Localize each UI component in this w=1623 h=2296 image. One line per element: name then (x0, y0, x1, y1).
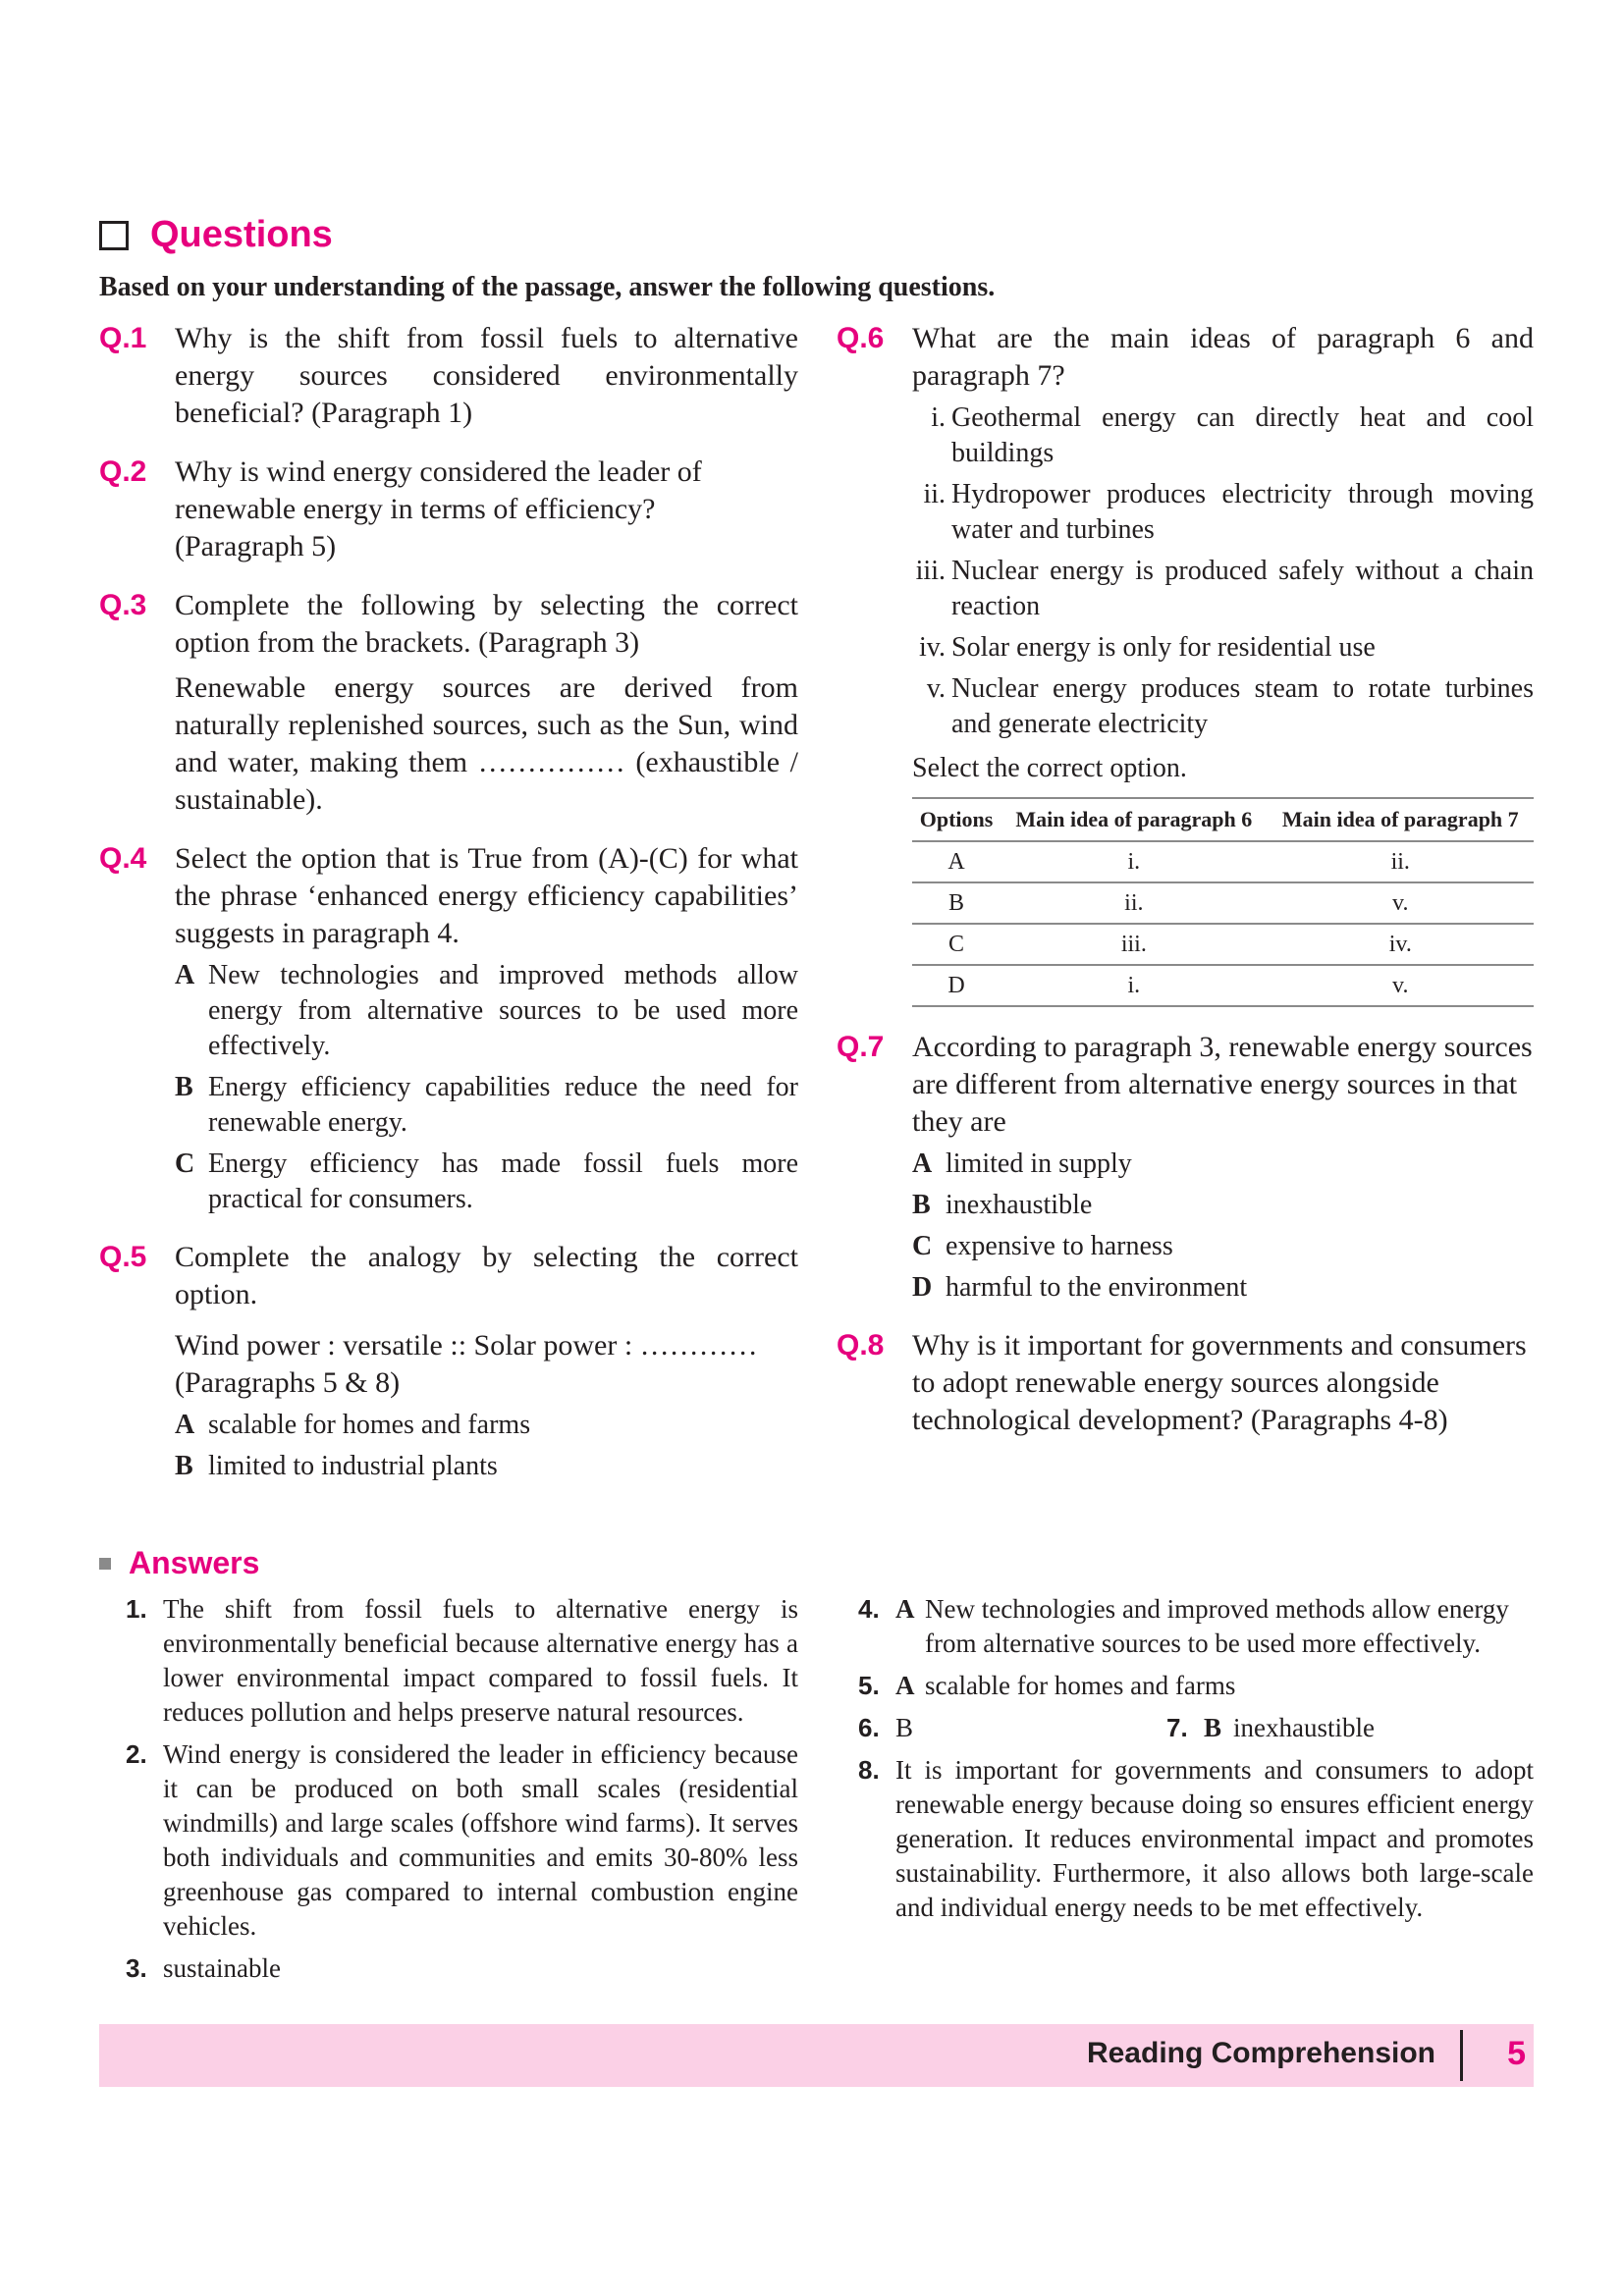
table-cell: i. (1001, 965, 1267, 1006)
table-row (912, 965, 1534, 1006)
table-cell: C (912, 924, 1001, 965)
question-number: Q.4 (99, 842, 147, 875)
square-bullet-icon (99, 1558, 111, 1570)
option-letter: A (175, 1410, 195, 1440)
question-number: Q.3 (99, 589, 147, 621)
answer-6-7-row (858, 1711, 1534, 1745)
question-body (912, 320, 1534, 1007)
option-letter: B (175, 1072, 193, 1102)
answer-letter: B (1204, 1713, 1222, 1742)
answer-text: It is important for governments and consumers to adopt renewable energy because doing so ensures efficient energy generation. It reduces environmental impact and promotes sustainability. Furthermore, it also allows both large-scale and individual energy needs to be met effectively. (895, 1755, 1534, 1922)
answer-text: Wind energy is considered the leader in efficiency because it can be produced on both small scales (residential windmills) and large scales (offshore wind farms). It serves both individuals and communities and emits 30-80% less greenhouse gas compared to internal combustion engine vehicles. (163, 1739, 798, 1941)
main-idea-item (912, 400, 1534, 471)
option-text: harmful to the environment (946, 1272, 1248, 1303)
main-idea-item (912, 554, 1534, 624)
question-number: Q.7 (837, 1031, 885, 1063)
footer-section-title: Reading Comprehension (1086, 2037, 1435, 2069)
option-b (912, 1188, 1534, 1223)
answer-text: The shift from fossil fuels to alternative energy is environmentally beneficial because alternative energy has a lower environmental impact compared to fossil fuels. It reduces pollution and helps preserve natural resources. (163, 1594, 798, 1727)
page-footer (99, 2024, 1534, 2087)
table-row (912, 841, 1534, 882)
option-text: limited to industrial plants (208, 1451, 498, 1481)
main-idea-item (912, 671, 1534, 742)
table-cell: B (912, 882, 1001, 924)
option-text: Energy efficiency capabilities reduce the need for renewable energy. (208, 1072, 798, 1138)
answers-right-column (858, 1592, 1534, 1933)
option-b (175, 1070, 798, 1141)
option-letter: D (912, 1272, 933, 1303)
question-text: Complete the following by selecting the correct option from the brackets. (Paragraph 3) (175, 589, 798, 659)
analogy-text: Wind power : versatile :: Solar power : ………… (Paragraphs 5 & 8) (175, 1329, 758, 1399)
option-text: expensive to harness (946, 1231, 1173, 1261)
question-number: Q.5 (99, 1241, 147, 1273)
answer-1 (126, 1592, 798, 1730)
table-header: Main idea of paragraph 7 (1268, 798, 1534, 841)
question-body (175, 840, 798, 1217)
answers-left-column (126, 1592, 798, 1994)
answer-number: 8. (858, 1755, 880, 1785)
option-text: inexhaustible (946, 1190, 1093, 1220)
option-letter: A (175, 960, 195, 990)
table-cell: v. (1268, 882, 1534, 924)
option-text: Energy efficiency has made fossil fuels more practical for consumers. (208, 1148, 798, 1214)
item-numeral: v. (926, 673, 946, 704)
option-letter: C (912, 1231, 933, 1261)
item-text: Hydropower produces electricity through moving water and turbines (951, 479, 1534, 545)
option-letter: B (175, 1451, 193, 1481)
option-a (175, 958, 798, 1064)
table-row (912, 882, 1534, 924)
option-d (912, 1270, 1534, 1306)
option-a (912, 1147, 1534, 1182)
questions-left-column (99, 320, 798, 1506)
footer-divider (1460, 2030, 1463, 2081)
question-1 (99, 320, 798, 432)
table-cell: D (912, 965, 1001, 1006)
question-body (175, 1239, 798, 1484)
question-body (175, 454, 798, 565)
main-idea-item (912, 477, 1534, 548)
question-5 (99, 1239, 798, 1484)
question-4 (99, 840, 798, 1217)
table-header-row (912, 798, 1534, 841)
question-number: Q.6 (837, 322, 885, 354)
item-text: Nuclear energy produces steam to rotate turbines and generate electricity (951, 673, 1534, 739)
option-text: limited in supply (946, 1148, 1132, 1179)
question-number: Q.2 (99, 455, 147, 488)
questions-heading (99, 214, 333, 256)
answer-letter: A (895, 1671, 915, 1700)
answers-title: Answers (129, 1545, 260, 1580)
question-text: Why is the shift from fossil fuels to alternative energy sources considered environmentally beneficial? (Paragraph 1) (175, 322, 798, 429)
table-row (912, 924, 1534, 965)
question-reference: (Paragraph 5) (175, 530, 337, 562)
answer-letter: B (895, 1713, 914, 1742)
question-number: Q.8 (837, 1329, 885, 1362)
table-cell: iii. (1001, 924, 1267, 965)
option-letter: A (912, 1148, 933, 1179)
answer-8 (858, 1753, 1534, 1925)
answer-text: sustainable (163, 1953, 281, 1983)
question-number: Q.1 (99, 322, 147, 354)
main-idea-item (912, 630, 1534, 666)
table-cell: v. (1268, 965, 1534, 1006)
option-text: New technologies and improved methods allow energy from alternative sources to be used more effectively. (208, 960, 798, 1061)
questions-right-column (837, 320, 1534, 1461)
question-body (912, 1029, 1534, 1306)
option-c (912, 1229, 1534, 1264)
question-text: Why is wind energy considered the leader of renewable energy in terms of efficiency? (175, 455, 702, 525)
answer-4 (858, 1592, 1534, 1661)
question-3 (99, 587, 798, 819)
item-text: Nuclear energy is produced safely without a chain reaction (951, 556, 1534, 621)
answer-letter: A (895, 1594, 915, 1624)
question-6 (837, 320, 1534, 1007)
item-numeral: i. (931, 402, 946, 433)
answer-5 (858, 1669, 1534, 1703)
option-b (175, 1449, 798, 1484)
question-text: What are the main ideas of paragraph 6 and paragraph 7? (912, 322, 1534, 392)
option-letter: B (912, 1190, 931, 1220)
question-7 (837, 1029, 1534, 1306)
option-c (175, 1147, 798, 1217)
question-text: According to paragraph 3, renewable energy sources are different from alternative energy sources in that they are (912, 1031, 1533, 1138)
item-numeral: iv. (919, 632, 946, 663)
table-cell: ii. (1001, 882, 1267, 924)
answer-text: New technologies and improved methods allow energy from alternative sources to be used more effectively. (925, 1594, 1509, 1658)
options-table (912, 797, 1534, 1007)
option-text: scalable for homes and farms (208, 1410, 531, 1440)
instruction-text: Based on your understanding of the passage, answer the following questions. (99, 272, 996, 302)
answer-text: inexhaustible (1233, 1713, 1375, 1742)
option-letter: C (175, 1148, 195, 1179)
question-text: Why is it important for governments and consumers to adopt renewable energy sources alongside technological development? (Paragraphs 4-8) (912, 1329, 1527, 1436)
table-header: Options (912, 798, 1001, 841)
item-numeral: ii. (923, 479, 946, 509)
checkbox-square-icon (99, 221, 129, 250)
question-2 (99, 454, 798, 565)
answers-heading (99, 1545, 259, 1581)
answer-3 (126, 1951, 798, 1986)
answer-2 (126, 1737, 798, 1944)
answer-number: 7. (1166, 1713, 1188, 1742)
table-header: Main idea of paragraph 6 (1001, 798, 1267, 841)
question-passage: Renewable energy sources are derived from naturally replenished sources, such as the Sun, wind and water, making them …………… (exhaustible / sustainable). (175, 671, 798, 816)
question-8 (837, 1327, 1534, 1439)
item-text: Solar energy is only for residential use (951, 632, 1376, 663)
table-cell: A (912, 841, 1001, 882)
item-text: Geothermal energy can directly heat and cool buildings (951, 402, 1534, 468)
answer-number: 4. (858, 1594, 880, 1624)
item-numeral: iii. (915, 556, 946, 586)
question-body (175, 587, 798, 819)
answer-text: scalable for homes and farms (925, 1671, 1236, 1700)
select-instruction: Select the correct option. (912, 753, 1187, 783)
table-cell: iv. (1268, 924, 1534, 965)
question-text: Select the option that is True from (A)-(C) for what the phrase ‘enhanced energy efficiency capabilities’ suggests in paragraph 4. (175, 842, 798, 949)
questions-title: Questions (150, 214, 333, 255)
answer-number: 1. (126, 1594, 147, 1624)
question-text: Complete the analogy by selecting the correct option. (175, 1241, 798, 1310)
table-cell: ii. (1268, 841, 1534, 882)
answer-number: 6. (858, 1713, 880, 1742)
answer-number: 5. (858, 1671, 880, 1700)
answer-number: 2. (126, 1739, 147, 1769)
answer-number: 3. (126, 1953, 147, 1983)
page-number: 5 (1507, 2035, 1526, 2072)
table-cell: i. (1001, 841, 1267, 882)
option-a (175, 1408, 798, 1443)
